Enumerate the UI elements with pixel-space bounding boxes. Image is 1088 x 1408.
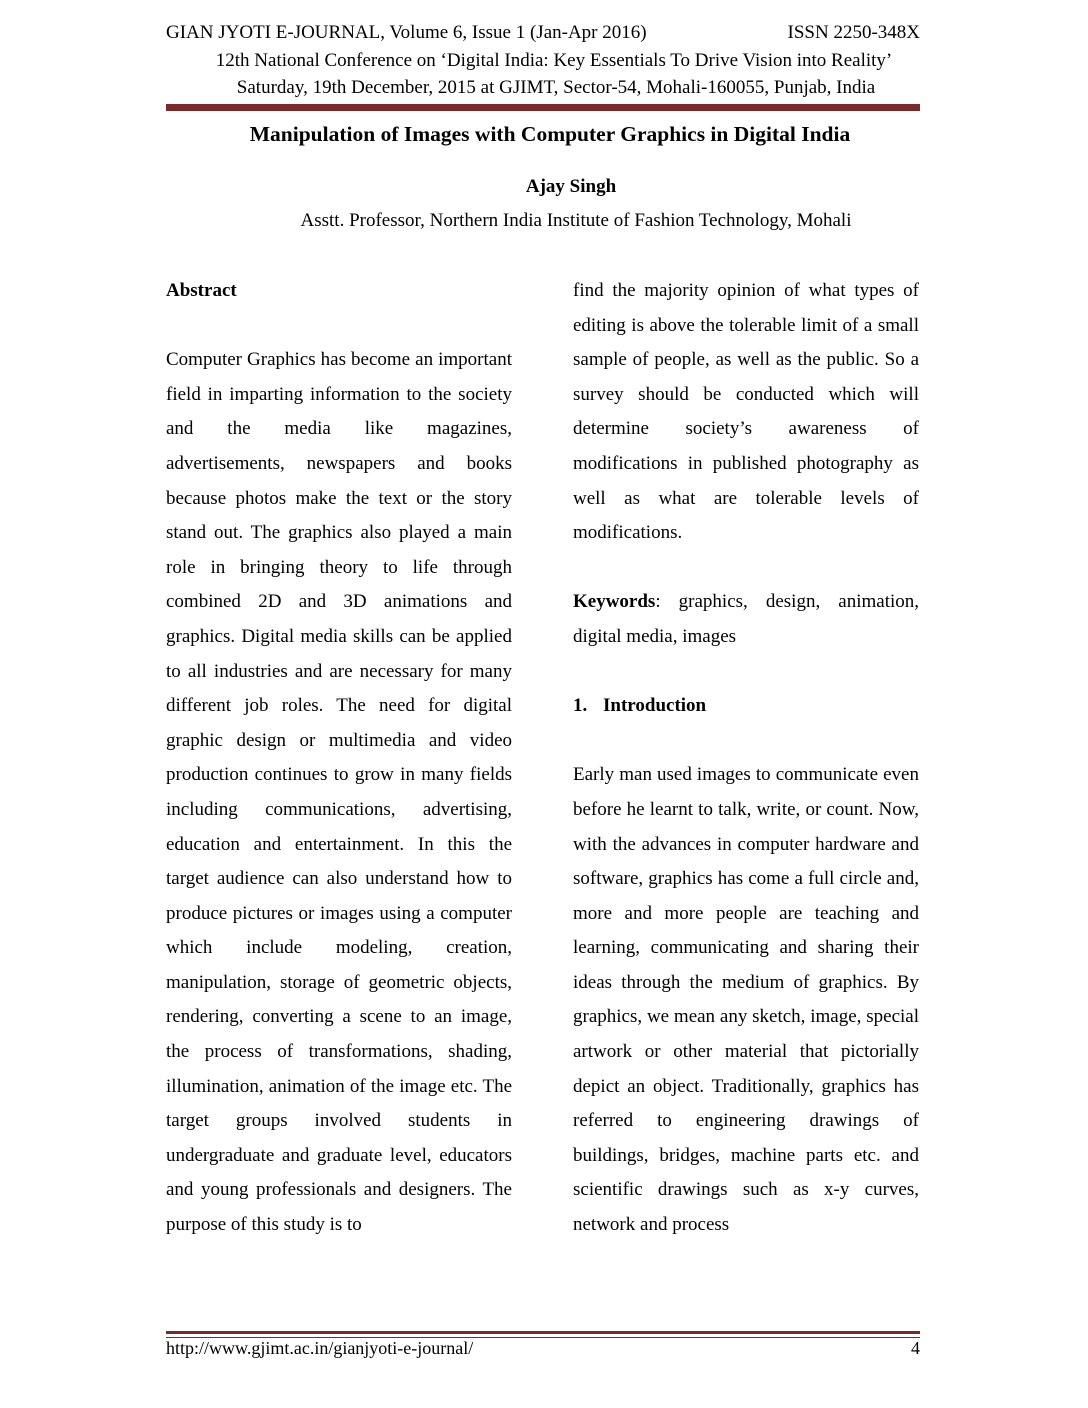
author-affiliation: Asstt. Professor, Northern India Institute of Fashion Technology, Mohali bbox=[300, 210, 852, 231]
introduction-heading bbox=[573, 689, 919, 724]
keywords-label: Keywords bbox=[573, 591, 656, 613]
issn: ISSN 2250-348X bbox=[787, 22, 920, 43]
abstract-text-left: Computer Graphics has become an important field in imparting information to the society and the media like magazines, advertisements, newspapers and books because photos make the text or the story stand out. The graphics also played a main role in bringing theory to life through combined 2D and 3D animations and graphics. Digital media skills can be applied to all industries and are necessary for many different job roles. The need for digital graphic design or multimedia and video production continues to grow in many fields including communications, advertising, education and entertainment. In this the target audience can also understand how to produce pictures or images using a computer which include modeling, creation, manipulation, storage of geometric objects, rendering, converting a scene to an image, the process of transformations, shading, illumination, animation of the image etc. The target groups involved students in undergraduate and graduate level, educators and young professionals and designers. The purpose of this study is to bbox=[166, 349, 512, 1236]
section-number: 1. bbox=[573, 695, 588, 717]
section-title: Introduction bbox=[603, 695, 707, 717]
page-number: 4 bbox=[911, 1338, 920, 1358]
journal-name: GIAN JYOTI E-JOURNAL, Volume 6, Issue 1 (Jan-Apr 2016) bbox=[166, 22, 647, 43]
introduction-text: Early man used images to communicate even before he learnt to talk, write, or count. Now, with the advances in computer hardware and software, graphics has come a full circle and, more and more people are teaching and learning, communicating and sharing their ideas through the medium of graphics. By graphics, we mean any sketch, image, special artwork or other material that pictorially depict an object. Traditionally, graphics has referred to engineering drawings of buildings, bridges, machine parts etc. and scientific drawings such as x-y curves, network and process bbox=[573, 764, 919, 1236]
left-column bbox=[166, 274, 512, 1243]
conference-date-venue: Saturday, 19th December, 2015 at GJIMT, Sector-54, Mohali-160055, Punjab, India bbox=[236, 77, 876, 98]
header-divider bbox=[166, 104, 920, 111]
keywords-text: : graphics, design, animation, digital media, images bbox=[573, 591, 919, 647]
page-footer bbox=[166, 1338, 920, 1359]
conference-title: 12th National Conference on ‘Digital India: Key Essentials To Drive Vision into Reality’ bbox=[215, 50, 893, 71]
abstract-heading: Abstract bbox=[166, 280, 237, 301]
keywords bbox=[573, 585, 919, 654]
running-header-top bbox=[166, 22, 920, 48]
footer-divider bbox=[166, 1331, 920, 1334]
author-name: Ajay Singh bbox=[525, 176, 617, 197]
journal-url[interactable]: http://www.gjimt.ac.in/gianjyoti-e-journal/ bbox=[166, 1338, 474, 1358]
right-column bbox=[573, 274, 919, 1243]
paper-title: Manipulation of Images with Computer Graphics in Digital India bbox=[249, 122, 851, 146]
abstract-text-right: find the majority opinion of what types of editing is above the tolerable limit of a small sample of people, as well as the public. So a survey should be conducted which will determine society’s awareness of modifications in published photography as well as what are tolerable levels of modifications. bbox=[573, 280, 919, 544]
